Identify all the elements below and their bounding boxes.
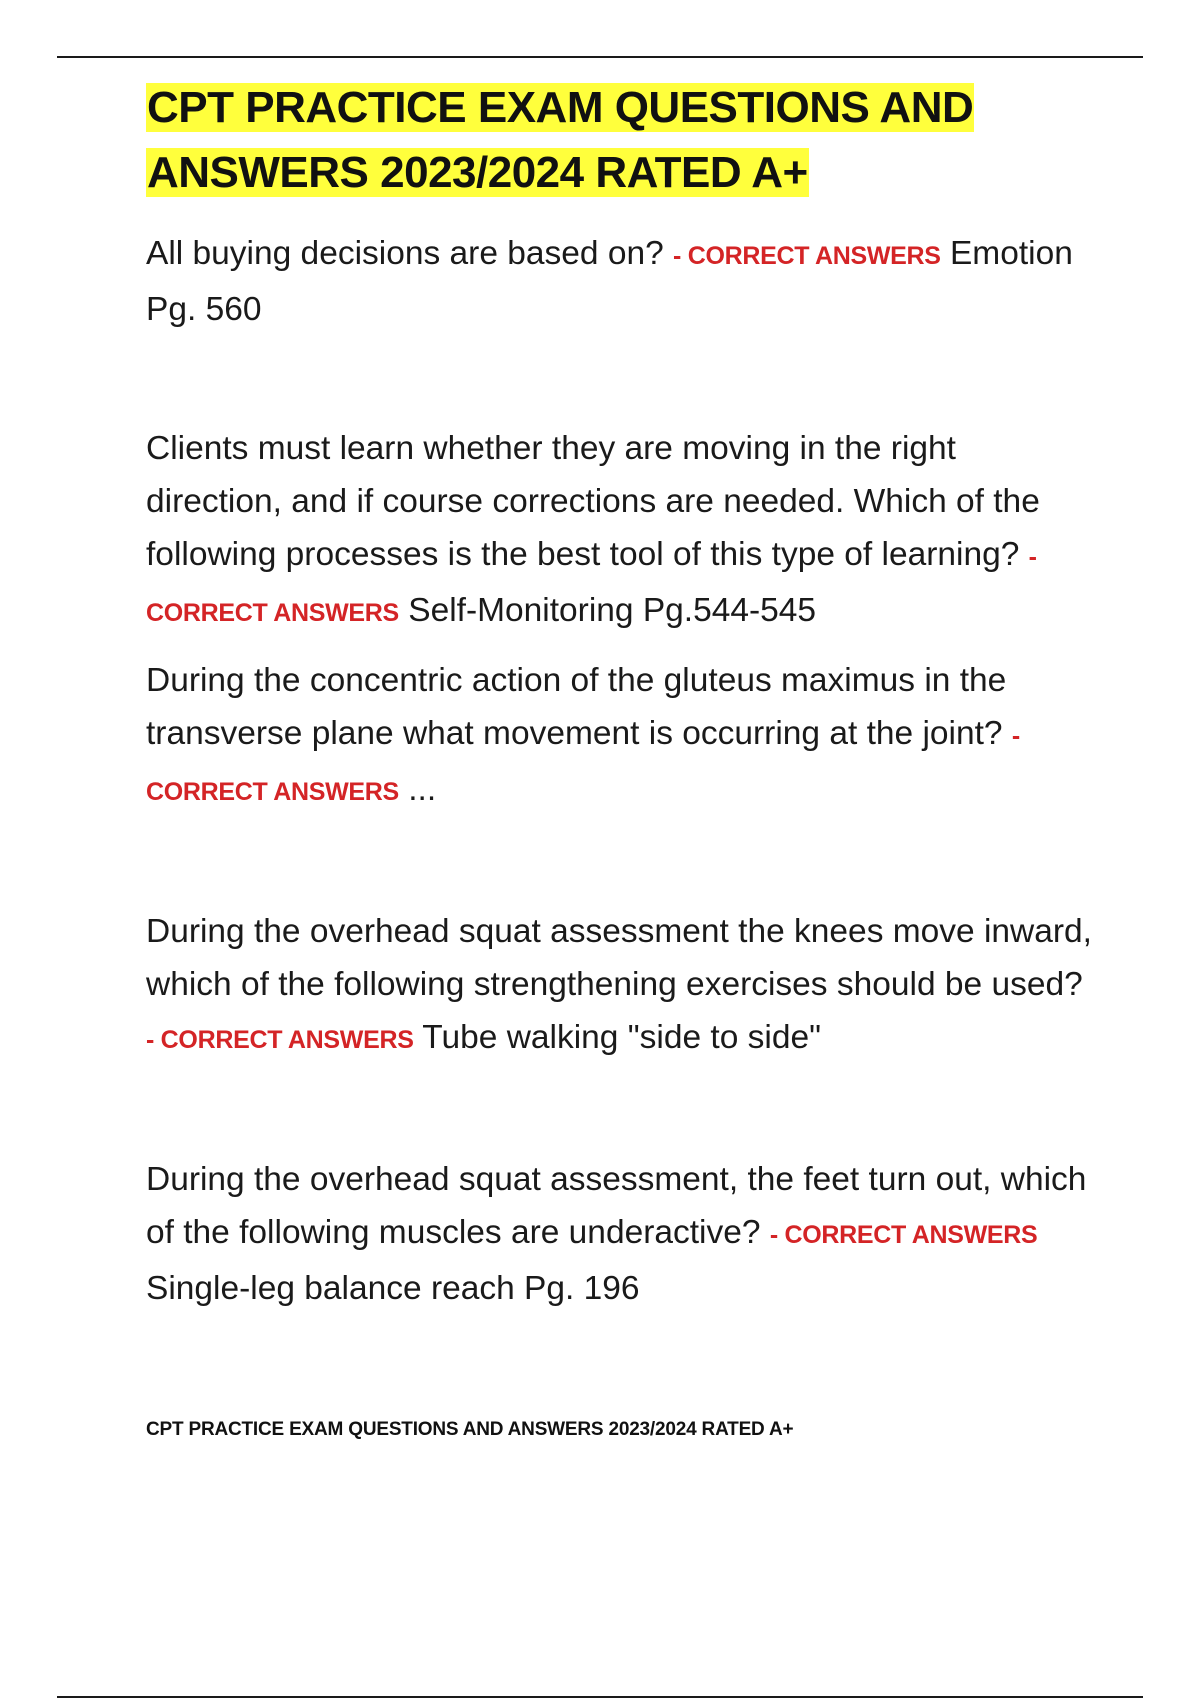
title-highlight: CPT PRACTICE EXAM QUESTIONS AND ANSWERS 2023/2024 RATED A+ [147, 83, 974, 197]
question-text: During the concentric action of the gluteus maximus in the transverse plane what movement is occurring at the joint? [146, 662, 1007, 752]
qa-item [146, 422, 1096, 640]
document-title [146, 75, 1096, 205]
correct-answers-tag: - CORRECT ANSWERS [146, 1026, 414, 1054]
question-text: Clients must learn whether they are moving in the right direction, and if course corrections are needed. Which of the following processes is the best tool of this type of learning? [146, 430, 1040, 573]
correct-answers-tag: - CORRECT ANSWERS [673, 242, 941, 270]
qa-item [146, 1153, 1096, 1315]
bottom-rule [57, 1696, 1143, 1698]
question-text: During the overhead squat assessment, the feet turn out, which of the following muscles are underactive? [146, 1161, 1087, 1251]
question-text: During the overhead squat assessment the knees move inward, which of the following strengthening exercises should be used? [146, 913, 1092, 1003]
answer-text: Self-Monitoring Pg.544-545 [408, 592, 817, 629]
qa-item [146, 654, 1096, 819]
correct-answers-tag: - CORRECT ANSWERS [769, 1221, 1038, 1249]
top-rule [57, 56, 1143, 58]
answer-text: Tube walking "side to side" [422, 1019, 821, 1056]
question-text: All buying decisions are based on? [146, 235, 664, 272]
page-footer-title: CPT PRACTICE EXAM QUESTIONS AND ANSWERS 2023/2024 RATED A+ [146, 1419, 794, 1440]
qa-item [146, 227, 1096, 336]
document-body [146, 75, 1096, 1441]
correct-answers-tag: - CORRECT ANSWERS [146, 543, 1037, 627]
answer-text: ... [408, 771, 437, 808]
qa-item [146, 905, 1096, 1067]
correct-answers-tag: - CORRECT ANSWERS [146, 722, 1020, 806]
answer-text: Emotion Pg. 560 [146, 235, 1073, 328]
answer-text: Single-leg balance reach Pg. 196 [146, 1270, 640, 1307]
